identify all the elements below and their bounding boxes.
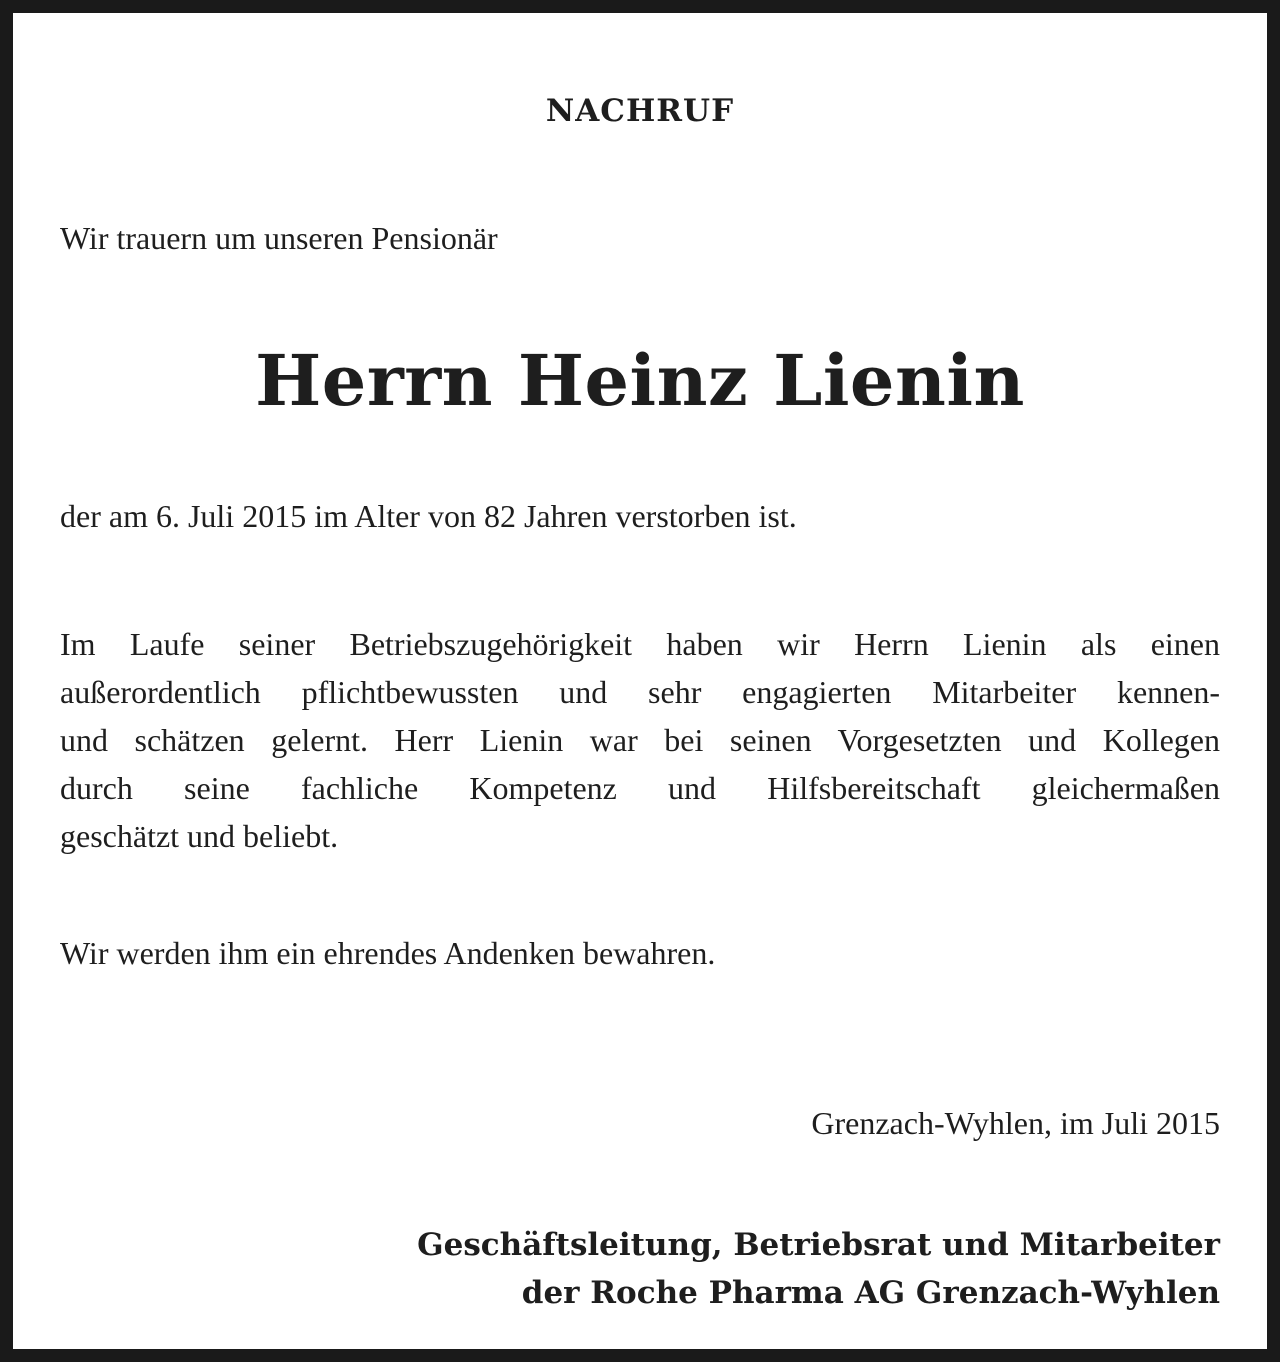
closing-line: Wir werden ihm ein ehrendes Andenken bewahren.	[60, 935, 716, 971]
tribute-line: geschätzt und beliebt.	[60, 818, 339, 854]
place-date: Grenzach-Wyhlen, im Juli 2015	[811, 1105, 1220, 1141]
tribute-line: und schätzen gelernt. Herr Lienin war bei seinen Vorgesetzten und Kollegen	[60, 722, 1220, 758]
tribute-paragraph	[60, 620, 1220, 860]
signature-block	[417, 1221, 1220, 1317]
notice-heading: NACHRUF	[545, 93, 735, 129]
signature-line: der Roche Pharma AG Grenzach-Wyhlen	[521, 1275, 1220, 1311]
signature-line: Geschäftsleitung, Betriebsrat und Mitarbeiter	[417, 1227, 1220, 1263]
intro-line: Wir trauern um unseren Pensionär	[60, 220, 498, 256]
tribute-line: durch seine fachliche Kompetenz und Hilfsbereitschaft gleichermaßen	[60, 770, 1220, 806]
tribute-line: außerordentlich pflichtbewussten und sehr engagierten Mitarbeiter kennen-	[60, 674, 1220, 710]
death-line: der am 6. Juli 2015 im Alter von 82 Jahren verstorben ist.	[60, 498, 797, 534]
tribute-line: Im Laufe seiner Betriebszugehörigkeit haben wir Herrn Lienin als einen	[60, 626, 1220, 662]
deceased-name: Herrn Heinz Lienin	[255, 339, 1025, 422]
